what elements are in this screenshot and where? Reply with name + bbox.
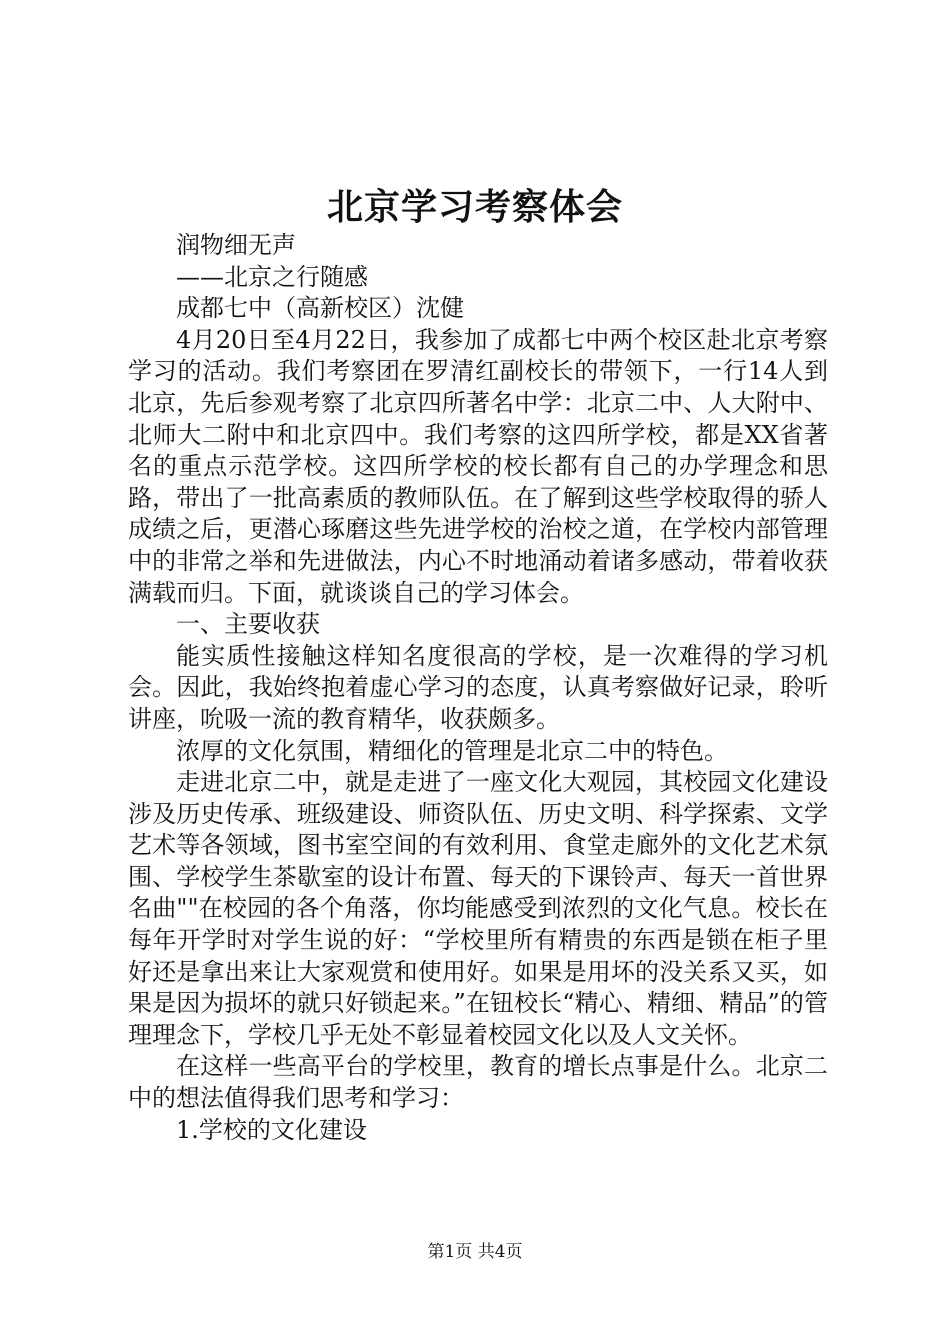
numbered-heading: 1.学校的文化建设 [176,1115,367,1144]
body-paragraph: 走进北京二中，就是走进了一座文化大观园，其校园文化建设涉及历史传承、班级建设、师资队伍、历史文明、科学探索、文学艺术等各领域，图书室空间的有效利用、食堂走廊外的文化艺术氛围、学校学生茶歇室的设计布置、每天的下课铃声、每天一首世界名曲""在校园的各个角落，你均能感受到浓烈的文化气息。校长在每年开学时对学生说的好：“学校里所有精贵的东西是锁在柜子里好还是拿出来让大家观赏和使用好。如果是用坏的没关系又买，如果是因为损坏的就只好锁起来。”在钮校长“精心、精细、精品”的管理理念下，学校几乎无处不彰显着校园文化以及人文关怀。 [128,768,828,1049]
document-body [128,230,828,1146]
section-heading: 一、主要收获 [176,610,320,639]
body-paragraph: 能实质性接触这样知名度很高的学校，是一次难得的学习机会。因此，我始终抱着虚心学习的态度，认真考察做好记录，聆听讲座，吮吸一流的教育精华，收获颇多。 [128,641,828,733]
page-number-footer: 第1页 共4页 [427,1242,523,1262]
body-paragraph: 在这样一些高平台的学校里，教育的增长点事是什么。北京二中的想法值得我们思考和学习： [128,1052,828,1113]
document-title: 北京学习考察体会 [326,187,623,228]
author-line: 成都七中（高新校区）沈健 [176,294,464,323]
intro-paragraph: 4月20日至4月22日，我参加了成都七中两个校区赴北京考察学习的活动。我们考察团在罗清红副校长的带领下，一行14人到北京，先后参观考察了北京四所著名中学：北京二中、人大附中、北师大二附中和北京四中。我们考察的这四所学校，都是XX省著名的重点示范学校。这四所学校的校长都有自己的办学理念和思路，带出了一批高素质的教师队伍。在了解到这些学校取得的骄人成绩之后，更潜心琢磨这些先进学校的治校之道，在学校内部管理中的非常之举和先进做法，内心不时地涌动着诸多感动，带着收获满载而归。下面，就谈谈自己的学习体会。 [128,325,828,607]
body-paragraph: 浓厚的文化氛围，精细化的管理是北京二中的特色。 [176,736,728,765]
subtitle-line: 润物细无声 [176,231,296,259]
subtitle-dash-line: ——北京之行随感 [176,262,368,291]
